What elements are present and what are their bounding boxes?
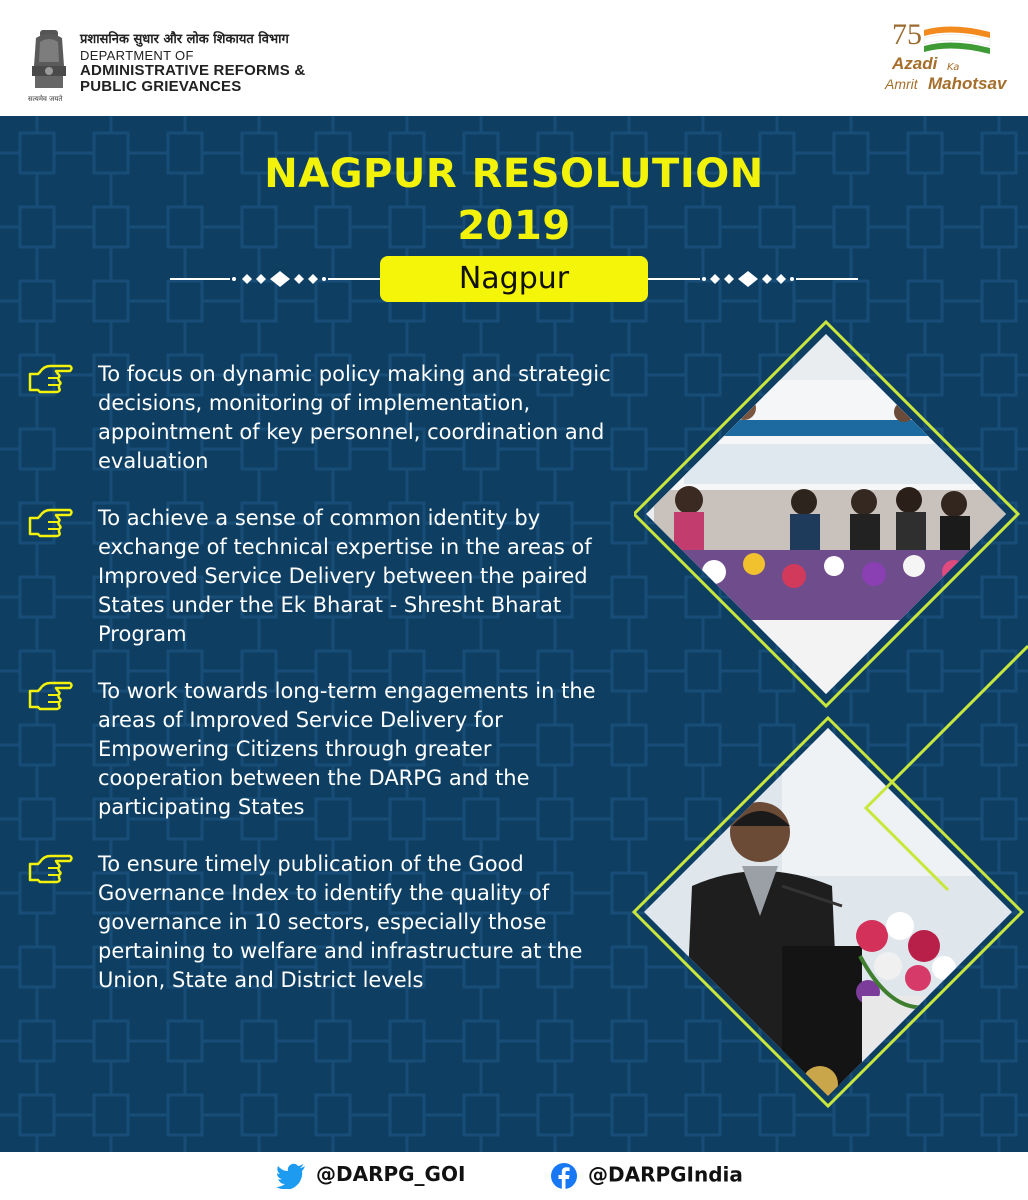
main-panel [0,116,1028,1152]
azadi-ka-amrit-mahotsav-logo [880,16,1007,106]
left-ornament-divider [170,256,380,302]
resolution-point-text: To focus on dynamic policy making and strategic decisions, monitoring of implementation, appointment of key personnel, coordination and evaluation [98,362,611,473]
twitter-handle[interactable] [276,1162,465,1189]
footer-bar [0,1152,1028,1200]
facebook-handle[interactable] [550,1162,743,1190]
department-name-hindi: प्रशासनिक सुधार और लोक शिकायत विभाग [80,32,289,47]
pointing-hand-icon [26,852,74,886]
pointing-hand-icon [26,506,74,540]
facebook-icon [550,1162,578,1190]
resolution-point [26,360,616,476]
logo-azadi: Azadi [892,54,938,73]
department-line-1: DEPARTMENT OF [80,48,194,63]
resolution-point [26,850,616,995]
resolution-point [26,504,616,649]
decorative-outline-diamond [856,636,1028,896]
pointing-hand-icon [26,679,74,713]
logo-number: 75 [892,18,922,51]
title-line-1: NAGPUR RESOLUTION [264,151,764,197]
pointing-hand-icon [26,362,74,396]
logo-amrit: Amrit [885,76,918,92]
department-line-2: ADMINISTRATIVE REFORMS & [80,62,306,79]
page-title [0,148,1028,252]
right-ornament-divider [648,256,858,302]
resolution-point-text: To achieve a sense of common identity by exchange of technical expertise in the areas of Improved Service Delivery between the paired States under the Ek Bharat - Shresht Bharat Program [98,506,592,646]
department-name [80,32,305,95]
resolution-point-text: To work towards long-term engagements in the areas of Improved Service Delivery for Empowering Citizens through greater cooperation between the DARPG and the participating States [98,679,596,819]
twitter-icon [276,1163,306,1189]
resolution-point [26,677,616,822]
resolution-points-list [26,360,616,1023]
logo-ka: Ka [947,62,960,73]
page-header [0,0,1028,116]
twitter-handle-text: @DARPG_GOI [316,1162,466,1186]
facebook-handle-text: @DARPGIndia [588,1162,743,1187]
resolution-point-text: To ensure timely publication of the Good Governance Index to identify the quality of governance in 10 sectors, especially those pertaining to welfare and infrastructure at the Union, State and District levels [98,852,583,992]
title-line-2: 2019 [457,203,571,249]
department-line-3: PUBLIC GRIEVANCES [80,78,242,95]
emblem-caption: सत्यमेव जयते [28,95,63,103]
logo-mahotsav: Mahotsav [928,74,1007,93]
national-emblem-icon [26,26,72,104]
city-label: Nagpur [380,256,648,302]
